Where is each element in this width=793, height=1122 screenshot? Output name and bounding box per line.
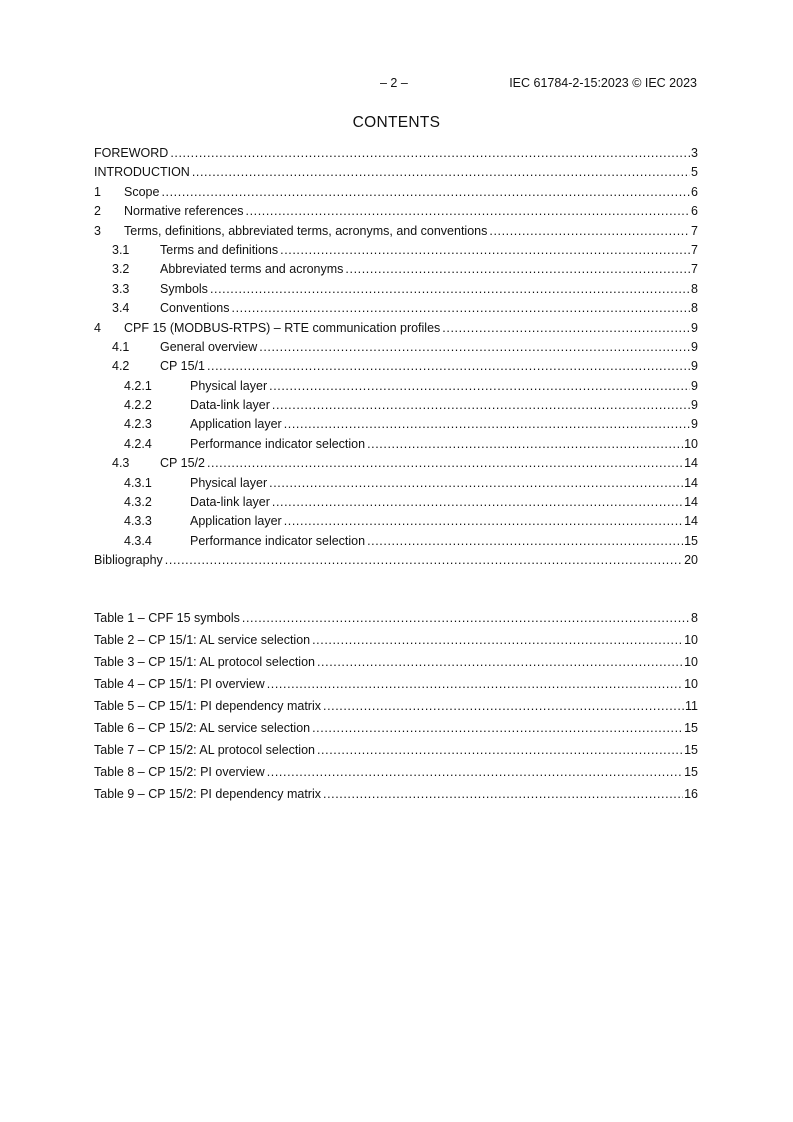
page-reference: 14 [683,474,698,493]
toc-entry[interactable] [94,493,698,512]
toc-entry-title: Performance indicator selection [190,435,367,454]
toc-entry-number: 4.2.2 [124,398,152,413]
page-reference: 8 [690,607,698,629]
toc-entry-number: 4.3.3 [124,514,152,529]
toc-entry-title: Physical layer [190,377,269,396]
page-reference: 14 [683,512,698,531]
table-list-item[interactable] [94,783,698,805]
table-list-item[interactable] [94,651,698,673]
toc-entry-number: 3 [94,223,101,238]
toc-entry-title: Scope [124,183,161,202]
dot-leader [246,202,691,221]
toc-entry-title: Normative references [124,202,246,221]
page-reference: 9 [690,338,698,357]
toc-entry[interactable] [94,144,698,163]
toc-entry[interactable] [94,319,698,338]
dot-leader [323,695,684,717]
page-reference: 15 [683,761,698,783]
toc-entry-title: Symbols [160,280,210,299]
table-list-item[interactable] [94,761,698,783]
dot-leader [323,783,683,805]
toc-entry[interactable] [94,338,698,357]
table-of-contents [94,144,698,571]
page-reference: 6 [690,183,698,202]
dot-leader [259,338,690,357]
toc-entry-title: Terms and definitions [160,241,280,260]
page-reference: 9 [690,319,698,338]
toc-entry[interactable] [94,377,698,396]
toc-entry-number: 4.2 [112,359,130,374]
dot-leader [284,512,683,531]
table-list-item[interactable] [94,739,698,761]
page-reference: 11 [684,695,698,717]
toc-entry-number: 4.2.3 [124,417,152,432]
dot-leader [312,717,683,739]
dot-leader [161,183,690,202]
dot-leader [489,222,690,241]
toc-entry-title: Performance indicator selection [190,532,367,551]
page-reference: 6 [690,202,698,221]
dot-leader [367,532,683,551]
table-title: Table 1 – CPF 15 symbols [94,607,242,629]
toc-entry-title: INTRODUCTION [94,163,192,182]
toc-entry[interactable] [94,532,698,551]
toc-entry-title: Physical layer [190,474,269,493]
table-list-item[interactable] [94,673,698,695]
dot-leader [242,607,690,629]
toc-entry[interactable] [94,357,698,376]
dot-leader [207,454,683,473]
toc-entry-number: 4.3 [112,456,130,471]
toc-entry-number: 2 [94,204,101,219]
page-reference: 10 [683,629,698,651]
toc-entry-number: 4 [94,320,101,335]
toc-entry-title: General overview [160,338,259,357]
page-reference: 20 [683,551,698,570]
toc-entry[interactable] [94,512,698,531]
page-reference: 14 [683,454,698,473]
toc-entry-number: 4.3.2 [124,495,152,510]
page-reference: 16 [683,783,698,805]
dot-leader [272,396,690,415]
table-title: Table 2 – CP 15/1: AL service selection [94,629,312,651]
toc-entry[interactable] [94,299,698,318]
dot-leader [345,260,690,279]
toc-entry-title: Data-link layer [190,493,272,512]
toc-entry[interactable] [94,202,698,221]
dot-leader [232,299,691,318]
toc-entry[interactable] [94,183,698,202]
page-reference: 9 [690,396,698,415]
dot-leader [317,739,683,761]
table-title: Table 9 – CP 15/2: PI dependency matrix [94,783,323,805]
document-reference: IEC 61784-2-15:2023 © IEC 2023 [509,76,697,90]
table-list-item[interactable] [94,717,698,739]
dot-leader [280,241,690,260]
toc-entry[interactable] [94,474,698,493]
page-reference: 9 [690,357,698,376]
page-reference: 10 [683,651,698,673]
toc-entry[interactable] [94,396,698,415]
page-reference: 10 [683,673,698,695]
page-reference: 8 [690,280,698,299]
page-reference: 15 [683,739,698,761]
page-reference: 9 [690,415,698,434]
page-reference: 10 [683,435,698,454]
table-title: Table 5 – CP 15/1: PI dependency matrix [94,695,323,717]
list-of-tables [94,607,698,805]
page-reference: 14 [683,493,698,512]
page-reference: 15 [683,532,698,551]
toc-entry[interactable] [94,435,698,454]
table-title: Table 7 – CP 15/2: AL protocol selection [94,739,317,761]
page-reference: 5 [690,163,698,182]
toc-entry-title: Terms, definitions, abbreviated terms, acronyms, and conventions [124,222,489,241]
dot-leader [367,435,683,454]
toc-entry-number: 4.2.4 [124,436,152,451]
toc-entry-number: 4.1 [112,339,130,354]
toc-entry-number: 3.1 [112,242,130,257]
toc-entry-number: 3.4 [112,301,130,316]
dot-leader [192,163,690,182]
toc-entry[interactable] [94,415,698,434]
page-reference: 7 [690,241,698,260]
dot-leader [284,415,690,434]
toc-entry[interactable] [94,260,698,279]
dot-leader [267,761,683,783]
toc-entry[interactable] [94,163,698,182]
dot-leader [165,551,683,570]
toc-entry-number: 3.2 [112,262,130,277]
table-title: Table 3 – CP 15/1: AL protocol selection [94,651,317,673]
table-title: Table 8 – CP 15/2: PI overview [94,761,267,783]
dot-leader [317,651,683,673]
toc-entry-title: Application layer [190,512,284,531]
table-title: Table 6 – CP 15/2: AL service selection [94,717,312,739]
dot-leader [442,319,690,338]
dot-leader [170,144,690,163]
page-reference: 3 [690,144,698,163]
toc-entry-title: CP 15/1 [160,357,207,376]
dot-leader [312,629,683,651]
page-reference: 15 [683,717,698,739]
dot-leader [269,474,683,493]
page-reference: 9 [690,377,698,396]
toc-entry-title: Abbreviated terms and acronyms [160,260,345,279]
page-title: CONTENTS [352,114,441,131]
page-reference: 8 [690,299,698,318]
dot-leader [269,377,690,396]
table-list-item[interactable] [94,629,698,651]
table-title: Table 4 – CP 15/1: PI overview [94,673,267,695]
toc-entry-title: Application layer [190,415,284,434]
dot-leader [207,357,690,376]
toc-entry-number: 4.3.4 [124,533,152,548]
toc-entry-title: Data-link layer [190,396,272,415]
toc-entry[interactable] [94,551,698,570]
toc-entry-title: FOREWORD [94,144,170,163]
toc-entry-title: Conventions [160,299,232,318]
toc-entry[interactable] [94,280,698,299]
dot-leader [272,493,683,512]
toc-entry[interactable] [94,454,698,473]
page-reference: 7 [690,222,698,241]
toc-entry-number: 4.3.1 [124,475,152,490]
table-list-item[interactable] [94,695,698,717]
toc-entry[interactable] [94,222,698,241]
toc-entry-title: CP 15/2 [160,454,207,473]
page-number: – 2 – [380,76,408,90]
dot-leader [210,280,690,299]
toc-entry-title: CPF 15 (MODBUS-RTPS) – RTE communication profiles [124,319,442,338]
toc-entry-number: 1 [94,184,101,199]
toc-entry-number: 4.2.1 [124,378,152,393]
page-reference: 7 [690,260,698,279]
toc-entry[interactable] [94,241,698,260]
toc-entry-number: 3.3 [112,281,130,296]
toc-entry-title: Bibliography [94,551,165,570]
table-list-item[interactable] [94,607,698,629]
dot-leader [267,673,683,695]
